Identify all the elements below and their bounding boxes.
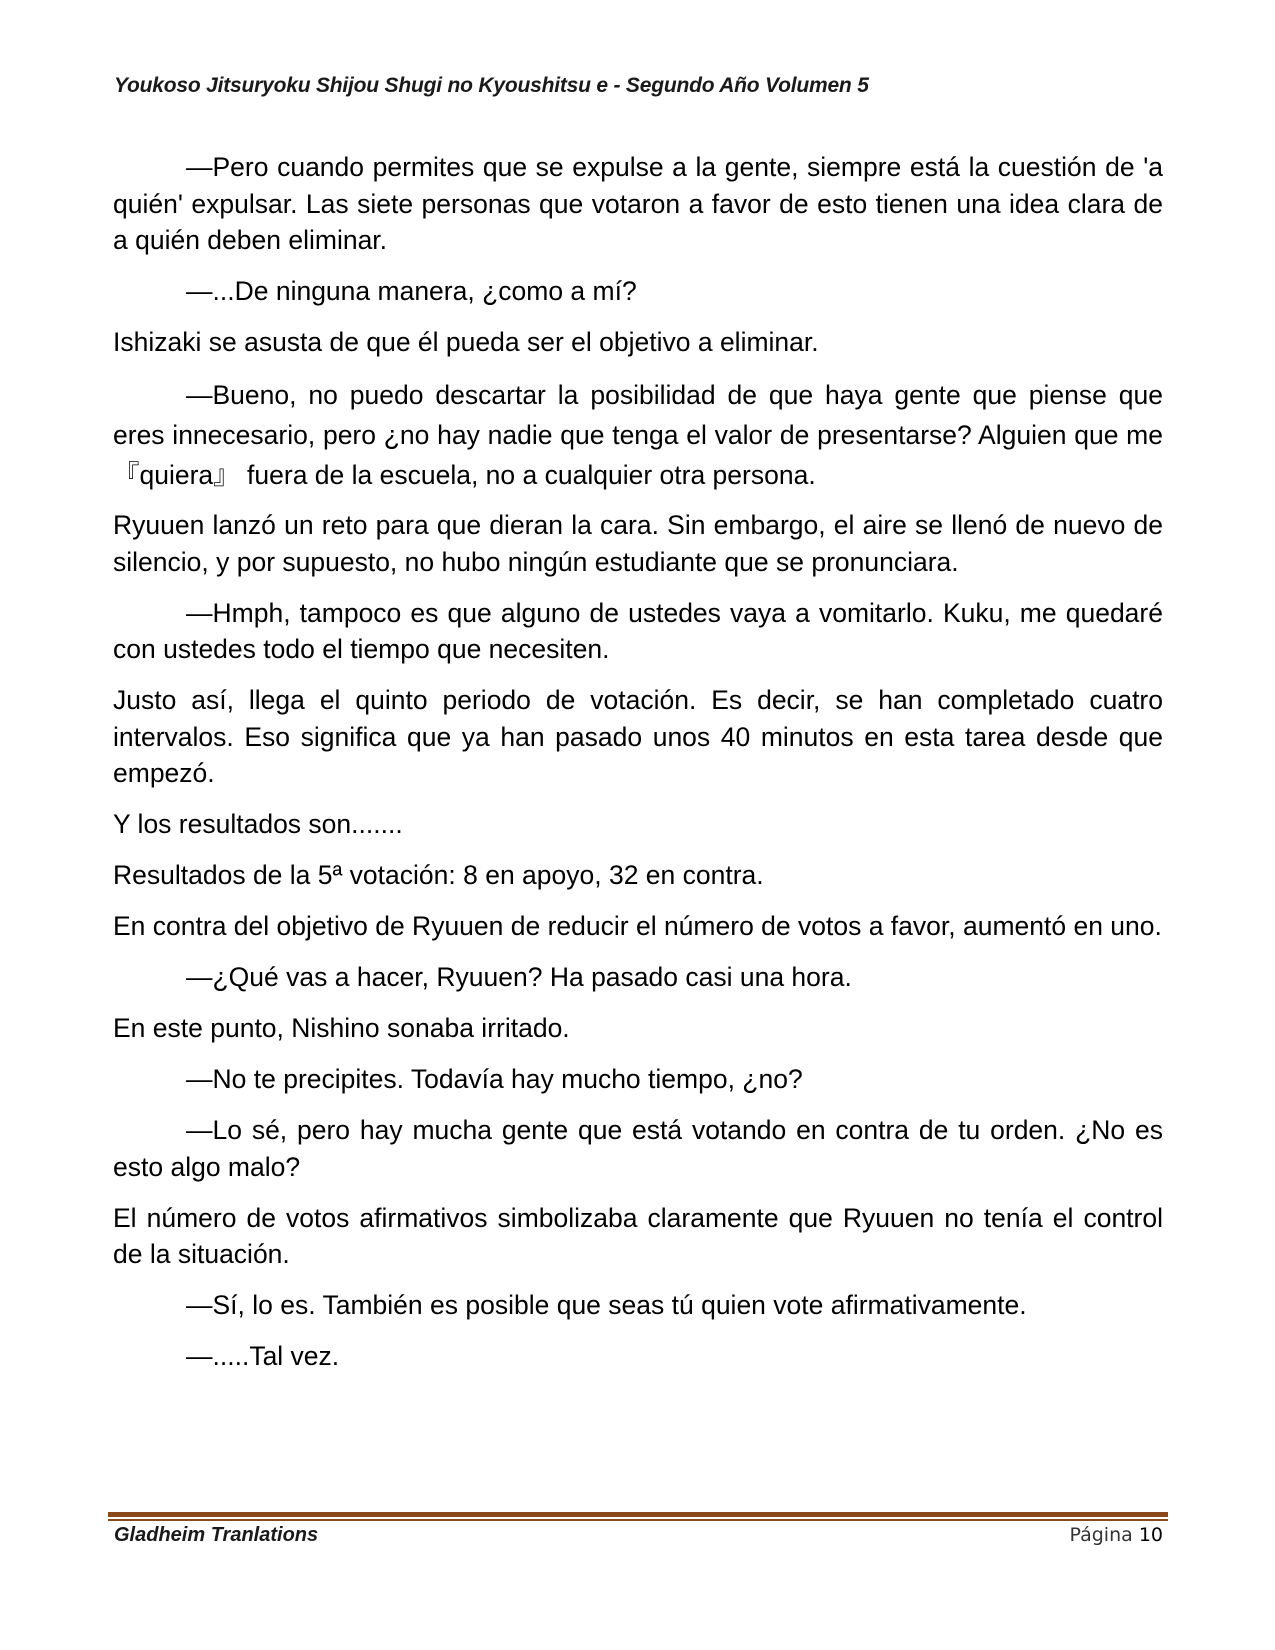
running-header-title: Youkoso Jitsuryoku Shijou Shugi no Kyoushitsu e - Segundo Año Volumen 5 [114, 74, 869, 97]
paragraph-narration: El número de votos afirmativos simbolizaba claramente que Ryuuen no tenía el control de la situación. [113, 1202, 1163, 1269]
paragraph-dialogue: —.....Tal vez. [186, 1341, 340, 1371]
footer-page-number: 10 [1138, 1524, 1163, 1546]
paragraph-narration: Y los resultados son....... [113, 809, 403, 839]
paragraph-narration: Ryuuen lanzó un reto para que dieran la cara. Sin embargo, el aire se llenó de nuevo de silencio, y por supuesto, no hubo ningún estudiante que se pronunciara. [113, 510, 1163, 577]
paragraph-dialogue: —Lo sé, pero hay mucha gente que está votando en contra de tu orden. ¿No es esto algo malo? [113, 1115, 1163, 1182]
paragraph-dialogue: —...De ninguna manera, ¿como a mí? [186, 276, 637, 306]
paragraph-narration: En este punto, Nishino sonaba irritado. [113, 1013, 570, 1043]
paragraph-narration: En contra del objetivo de Ryuuen de reducir el número de votos a favor, aumentó en uno. [113, 911, 1162, 941]
footer-divider-thin-line [108, 1519, 1168, 1521]
paragraph-dialogue: —Bueno, no puedo descartar la posibilidad de que haya gente que piense que eres innecesario, pero ¿no hay nadie que tenga el valor de presentarse? Alguien que me 『quiera』 fuera de la escuela, no a cualquier otra persona. [113, 380, 1163, 490]
paragraph-dialogue: —No te precipites. Todavía hay mucho tiempo, ¿no? [186, 1064, 803, 1094]
footer-divider-thick-line [108, 1512, 1168, 1517]
footer-page-indicator [1069, 1524, 1163, 1546]
paragraph-narration: Resultados de la 5ª votación: 8 en apoyo, 32 en contra. [113, 860, 764, 890]
paragraph-dialogue: —Sí, lo es. También es posible que seas tú quien vote afirmativamente. [186, 1290, 1027, 1320]
footer-publisher: Gladheim Tranlations [114, 1524, 319, 1546]
paragraph-narration: Ishizaki se asusta de que él pueda ser el objetivo a eliminar. [113, 327, 819, 357]
footer-divider [108, 1512, 1168, 1522]
paragraph-dialogue: —¿Qué vas a hacer, Ryuuen? Ha pasado casi una hora. [186, 962, 852, 992]
paragraph-dialogue: —Hmph, tampoco es que alguno de ustedes vaya a vomitarlo. Kuku, me quedaré con ustedes todo el tiempo que necesiten. [113, 597, 1163, 664]
paragraph-narration: Justo así, llega el quinto periodo de votación. Es decir, se han completado cuatro intervalos. Eso significa que ya han pasado unos 40 minutos en esta tarea desde que empezó. [113, 685, 1163, 788]
body-text [113, 149, 1163, 1389]
footer-page-label: Página [1069, 1524, 1133, 1546]
paragraph-dialogue: —Pero cuando permites que se expulse a la gente, siempre está la cuestión de 'a quién' expulsar. Las siete personas que votaron a favor de esto tienen una idea clara de a quién deben eliminar. [113, 152, 1163, 255]
